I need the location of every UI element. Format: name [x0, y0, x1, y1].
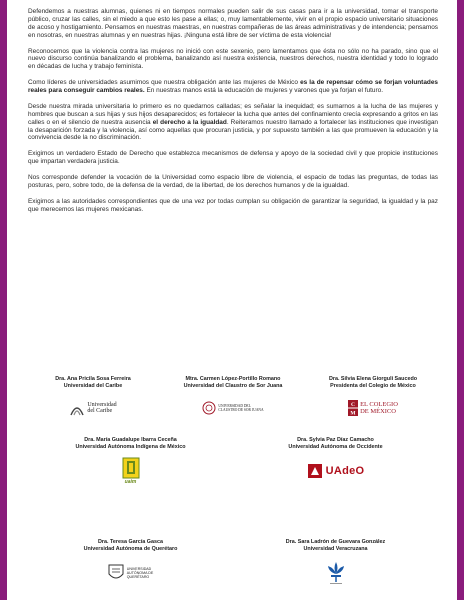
uadeo-logo	[233, 454, 438, 488]
paragraph-text: En nuestras manos está la educación de mujeres y varones que ya forjan el futuro.	[144, 87, 383, 95]
uaim-logo	[28, 454, 233, 488]
paragraph-text: Exigimos a las autoridades correspondientes que de una vez por todas cumplan su obligación de garantizar la seguridad, la igualdad y la paz que merecemos las mujeres mexicanas.	[28, 197, 438, 213]
letter-body	[28, 8, 438, 221]
uaq-logo	[28, 556, 233, 590]
svg-text:C: C	[351, 402, 356, 409]
signatory-name: Dra. Sylvia Paz Díaz Camacho	[297, 437, 374, 443]
uv-fleur-icon	[325, 560, 347, 586]
signatory-claustro	[158, 376, 308, 423]
paragraph-5	[28, 150, 438, 166]
paragraph-text: . Reiteramos nuestro llamado a fortalecer las instituciones que investigan la desaparición forzada y la violencia, así como aquellas que procuran justicia, y por supuesto también a las que promueven la educación y la convivencia desde la no discriminación.	[28, 118, 438, 142]
signatory-org: Universidad Autónoma de Querétaro	[83, 545, 178, 552]
signatory-uv	[233, 539, 438, 590]
signatory-uadeo	[233, 437, 438, 488]
paragraph-text: Reconocemos que la violencia contra las mujeres no inició con este sexenio, pero lamentamos que ésta no sólo no ha parado, sino que el nuevo discurso continúa banalizando el problema, banalizando así nuestra existencia, nuestros derechos, nuestra identidad y todo lo logrado en décadas de lucha y trabajo feminista.	[28, 47, 438, 71]
signatory-name: Dra. Silvia Elena Giorguli Saucedo	[328, 376, 418, 382]
paragraph-4	[28, 103, 438, 143]
claustro-logo	[158, 393, 308, 423]
logo-text-line: EL COLEGIO	[360, 400, 398, 408]
paragraph-text: Nos corresponde defender la vocación de la Universidad como espacio libre de violencia, el espacio de todas las preguntas, de todas las posturas, pero, sobre todo, de la defensa de la verdad, de la libertad, de los derechos humanos y de la igualdad.	[28, 173, 438, 189]
signatory-org: Universidad Autónoma de Occidente	[288, 443, 383, 450]
signatory-name: Dra. Teresa García Gasca	[98, 539, 163, 545]
logo-text-line: del Caribe	[87, 408, 113, 415]
paragraph-1	[28, 8, 438, 40]
signature-row-1	[28, 376, 438, 423]
paragraph-text: Exigimos un verdadero Estado de Derecho que establezca mecanismos de defensa y apoyo de la sociedad civil y que propicie instituciones que impartan verdadera justicia.	[28, 150, 438, 166]
svg-text:M: M	[350, 410, 356, 417]
signatory-colmex	[308, 376, 438, 423]
logo-text-line: Universidad	[87, 401, 117, 408]
signatory-org: Universidad del Claustro de Sor Juana	[183, 382, 283, 389]
signatory-org: Presidenta del Colegio de México	[330, 382, 416, 389]
signatory-org: Universidad Autónoma Indígena de México	[75, 443, 186, 450]
signatory-org: Universidad del Caribe	[63, 382, 123, 389]
logo-text-line: UNIVERSIDAD DEL	[218, 403, 251, 408]
paragraph-6	[28, 174, 438, 190]
signature-row-2	[28, 437, 438, 488]
logo-text-line: UAdeO	[325, 464, 365, 477]
emphasis-text: es la de repensar cómo se forjan voluntades reales para conseguir cambios reales.	[28, 79, 438, 95]
paragraph-text: Desde nuestra mirada universitaria lo primero es no quedarnos calladas; es señalar la inequidad; es sumarnos a la lucha de las mujeres y hombres que buscan a sus hijas y sus hijos desaparecidos; es fortalecer la lucha que antes del confinamiento crecía expresando a gritos en las calles o en el silencio de nuestra ausencia	[28, 102, 438, 126]
signatory-unicaribe	[28, 376, 158, 423]
logo-text-line: QUERÉTARO	[126, 575, 150, 580]
logo-text-line: AUTÓNOMA DE	[126, 570, 154, 575]
right-accent-band	[457, 0, 464, 600]
uadeo-emblem-icon	[307, 463, 323, 479]
signatory-uaim	[28, 437, 233, 488]
paragraph-3	[28, 79, 438, 95]
signatory-uaq	[28, 539, 233, 590]
logo-text-line: CLAUSTRO DE SOR JUANA	[218, 408, 264, 413]
colmex-cm-icon	[348, 400, 358, 416]
signatory-name: Dra. Ana Pricila Sosa Ferreira	[55, 376, 131, 382]
uv-logo	[233, 556, 438, 590]
signatory-org: Universidad Veracruzana	[303, 545, 368, 552]
paragraph-text: Como líderes de universidades asumimos que nuestra obligación ante las mujeres de México	[28, 79, 301, 87]
signatory-name: Dra. María Guadalupe Ibarra Ceceña	[84, 437, 177, 443]
logo-text-line: DE MÉXICO	[360, 408, 396, 416]
uaim-emblem-icon	[122, 457, 140, 479]
paragraph-2	[28, 48, 438, 72]
uaq-shield-icon	[108, 564, 124, 582]
paragraph-text: Defendemos a nuestras alumnas, quienes ni en tiempos normales pueden salir de sus casas para ir a la universidad, tomar el transporte público, cruzar las calles, sin el miedo a que esto les pase a ellas; o, muy lamentablemente, vivir en el propio espacio universitario situaciones de acoso y hostigamiento. Pensamos en nuestras maestras, en nuestras compañeras de las áreas administrativas y de intendencia; pensamos en nosotras, en nuestras alumnas y en nuestras hijas. ¡Ninguna está libre de ser víctima de esta violencia!	[28, 8, 438, 39]
claustro-seal-icon	[202, 401, 216, 415]
left-accent-band	[0, 0, 7, 600]
colmex-logo	[308, 393, 438, 423]
signatory-name: Dra. Sara Ladrón de Guevara González	[285, 539, 386, 545]
paragraph-7	[28, 198, 438, 214]
signature-row-3	[28, 539, 438, 590]
emphasis-text: el derecho a la igualdad	[152, 118, 227, 126]
logo-text-line: uaim	[124, 478, 137, 485]
signatory-name: Mtra. Carmen López-Portillo Romano	[185, 376, 281, 382]
unicaribe-emblem-icon	[69, 399, 85, 417]
unicaribe-logo	[28, 393, 158, 423]
logo-text-line: UNIVERSIDAD	[126, 566, 152, 571]
